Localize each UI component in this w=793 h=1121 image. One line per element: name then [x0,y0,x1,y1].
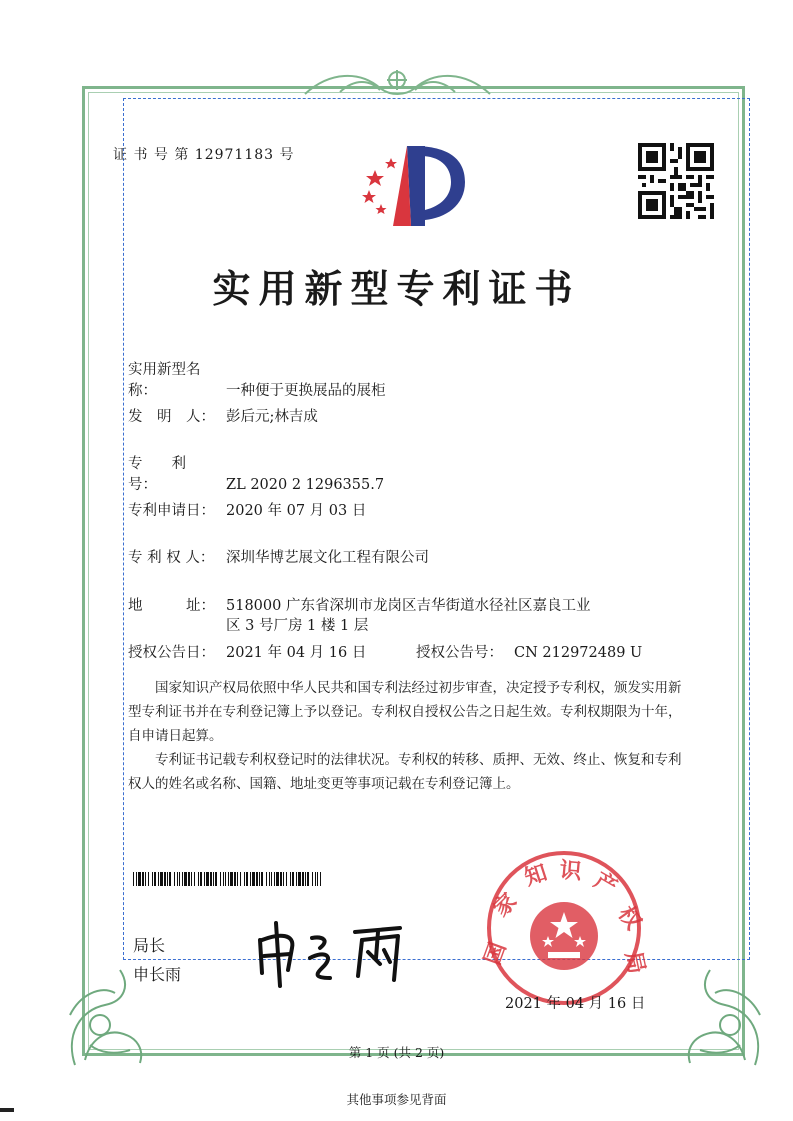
barcode-icon [133,872,323,886]
legal-paragraph-1: 国家知识产权局依照中华人民共和国专利法经过初步审查，决定授予专利权，颁发实用新型专利证书并在专利登记簿上予以登记。专利权自授权公告之日起生效。专利权期限为十年，自申请日起算。 [128,680,682,744]
sign-date: 2021 年 04 月 16 日 [505,996,646,1012]
scan-corner-mark [0,1108,14,1112]
field-grant-date [128,641,366,662]
field-label: 授权公告号： [416,645,503,661]
seal-char-7: 局 [619,949,650,977]
field-utility-model-name [128,358,386,400]
field-value: ZL 2020 2 1296355.7 [226,477,385,493]
chief-name: 申长雨 [133,965,182,984]
official-seal-icon [479,848,650,1008]
field-label: 发 明 人： [128,409,215,425]
legal-paragraph-2: 专利证书记载专利权登记时的法律状况。专利权的转移、质押、无效、终止、恢复和专利权人的姓名或名称、国籍、地址变更等事项记载在专利登记簿上。 [128,752,682,792]
field-grant-number [416,641,642,662]
field-value: 2020 年 07 月 03 日 [226,503,367,519]
field-label: 专 利 号： [128,456,201,493]
seal-char-1: 国 [479,938,512,969]
address-line-1: 518000 广东省深圳市龙岗区吉华街道水径社区嘉良工业 [226,598,591,614]
seal-char-2: 家 [488,888,523,923]
certificate-number: 证 书 号 第 12971183 号 [113,147,295,163]
field-inventors [128,405,318,426]
field-value: 一种便于更换展品的展柜 [226,383,386,399]
field-label: 授权公告日： [128,645,215,661]
field-address [128,594,590,615]
address-line-2: 区 3 号厂房 1 楼 1 层 [226,618,369,634]
field-value: 深圳华博艺展文化工程有限公司 [226,550,429,566]
back-note: 其他事项参见背面 [346,1092,447,1107]
field-label: 专利申请日： [128,503,215,519]
top-ornament [300,66,495,100]
field-patentee [128,546,429,567]
certificate-title: 实用新型专利证书 [212,266,581,311]
field-value: 彭后元;林吉成 [226,409,318,425]
seal-char-4: 识 [558,857,583,885]
field-label: 专 利 权 人： [128,550,215,566]
qr-code-icon [638,143,714,219]
page-indicator: 第 1 页 (共 2 页) [348,1045,445,1060]
seal-char-6: 权 [612,901,647,935]
chief-title: 局长 [133,936,166,955]
field-value: CN 212972489 U [514,645,643,661]
field-label: 实用新型名称： [128,362,201,399]
seal-char-5: 产 [589,867,622,901]
field-patent-number [128,452,384,494]
patent-office-logo-icon [355,140,470,230]
field-application-date [128,499,366,520]
signature-icon [250,918,420,988]
seal-char-3: 知 [521,859,551,892]
field-label: 地 址： [128,598,215,614]
field-value: 2021 年 04 月 16 日 [226,645,367,661]
